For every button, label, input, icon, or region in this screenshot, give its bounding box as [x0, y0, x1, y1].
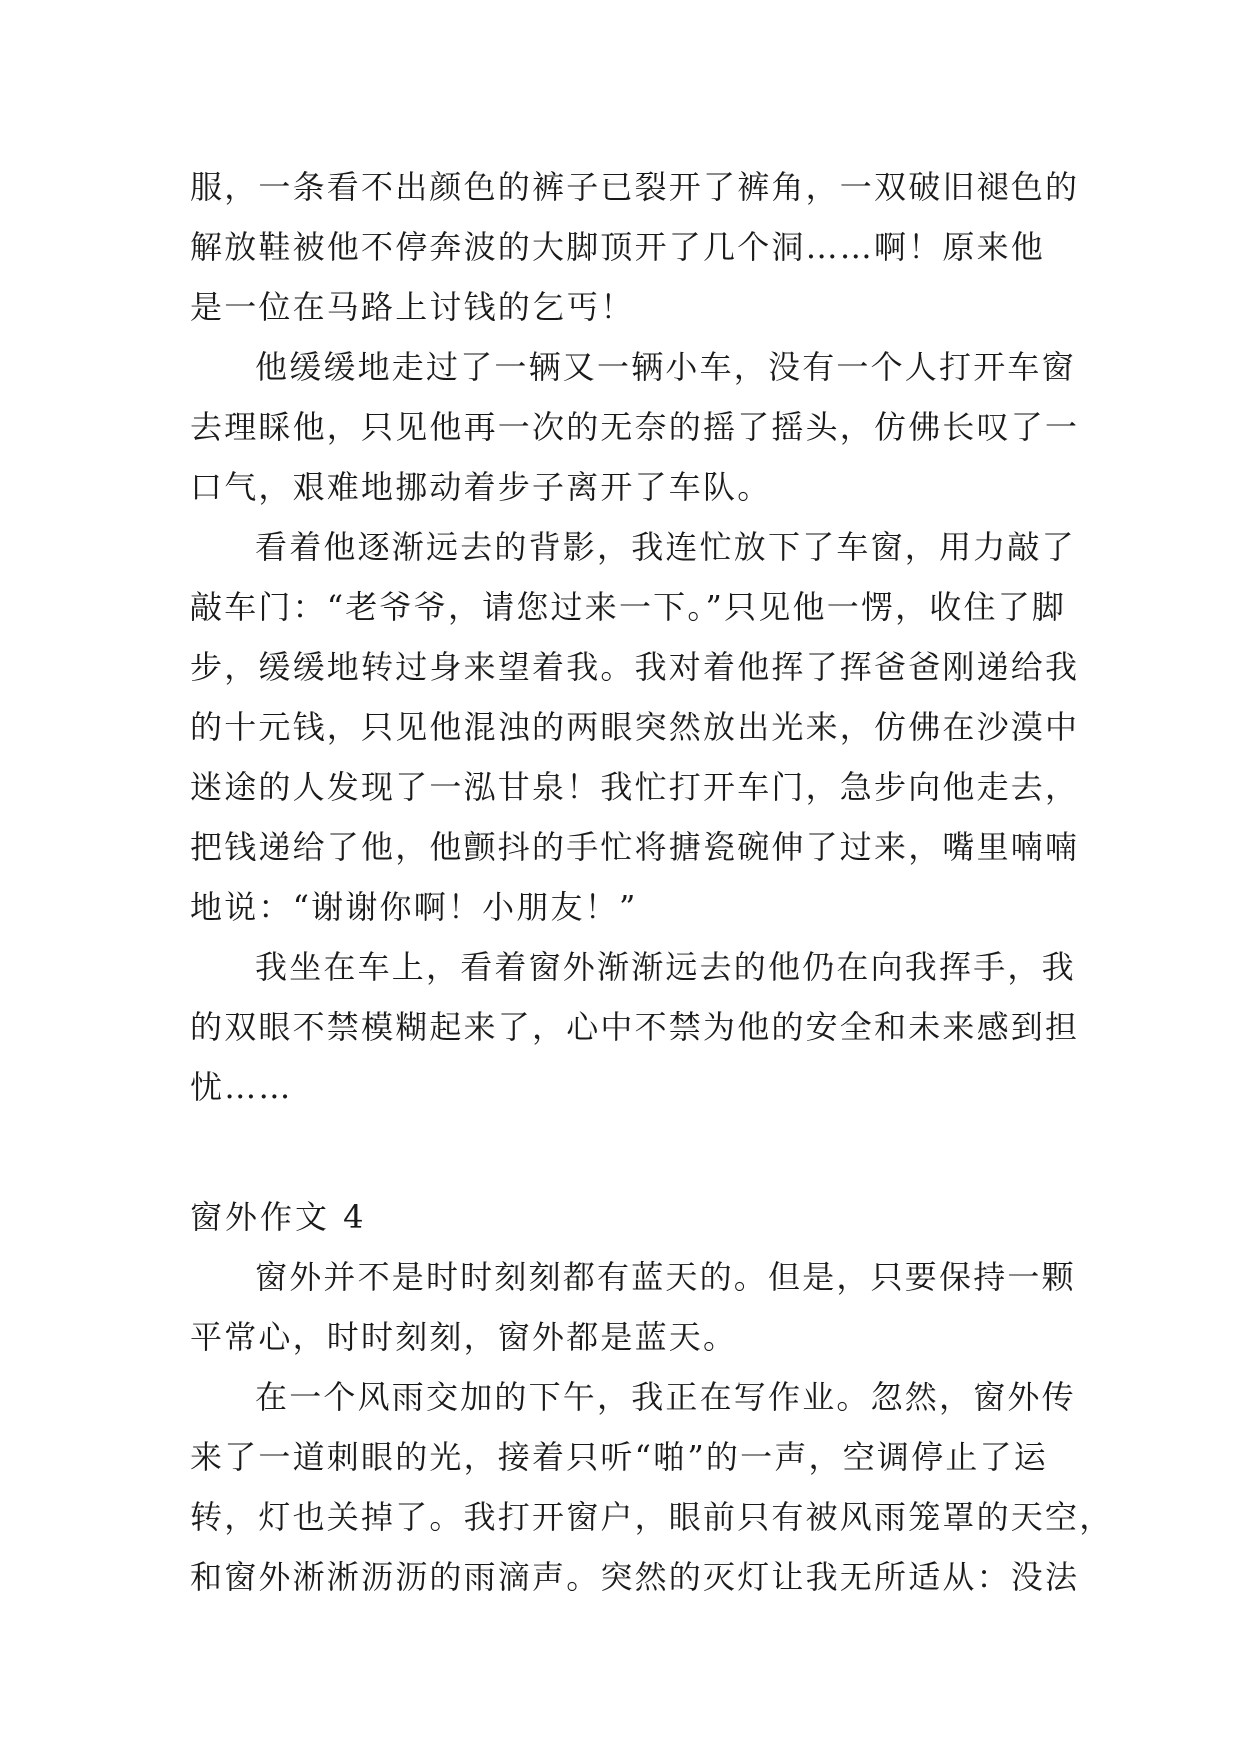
- section-gap: [190, 1117, 1050, 1187]
- paragraph: [190, 157, 1080, 337]
- text-line: 口气，艰难地挪动着步子离开了车队。: [190, 468, 772, 506]
- text-line: 去理睬他，只见他再一次的无奈的摇了摇头，仿佛长叹了一: [190, 408, 1080, 446]
- paragraph: [190, 1367, 1114, 1607]
- paragraph: [190, 1247, 1076, 1367]
- text-line: 在一个风雨交加的下午，我正在写作业。忽然，窗外传: [255, 1378, 1076, 1416]
- text-line: 服，一条看不出颜色的裤子已裂开了裤角，一双破旧褪色的: [190, 168, 1080, 206]
- text-line: 解放鞋被他不停奔波的大脚顶开了几个洞……啊！原来他: [190, 228, 1046, 266]
- text-line: 迷途的人发现了一泓甘泉！我忙打开车门，急步向他走去，: [190, 768, 1080, 806]
- paragraph: [190, 517, 1080, 937]
- section-title: 窗外作文 4: [190, 1198, 367, 1236]
- paragraph: [190, 337, 1080, 517]
- text-line: 的十元钱，只见他混浊的两眼突然放出光来，仿佛在沙漠中: [190, 708, 1080, 746]
- text-line: 窗外并不是时时刻刻都有蓝天的。但是，只要保持一颗: [255, 1258, 1076, 1296]
- text-line: 忧……: [190, 1068, 293, 1106]
- text-line: 地说：“谢谢你啊！小朋友！”: [190, 888, 638, 926]
- text-line: 来了一道刺眼的光，接着只听“啪”的一声，空调停止了运: [190, 1438, 1048, 1476]
- text-line: 平常心，时时刻刻，窗外都是蓝天。: [190, 1318, 738, 1356]
- text-line: 转，灯也关掉了。我打开窗户，眼前只有被风雨笼罩的天空，: [190, 1498, 1114, 1536]
- text-line: 和窗外淅淅沥沥的雨滴声。突然的灭灯让我无所适从：没法: [190, 1558, 1080, 1596]
- text-line: 是一位在马路上讨钱的乞丐！: [190, 288, 635, 326]
- text-line: 他缓缓地走过了一辆又一辆小车，没有一个人打开车窗: [255, 348, 1076, 386]
- text-line: 的双眼不禁模糊起来了，心中不禁为他的安全和未来感到担: [190, 1008, 1080, 1046]
- text-line: 把钱递给了他，他颤抖的手忙将搪瓷碗伸了过来，嘴里喃喃: [190, 828, 1080, 866]
- text-line: 敲车门：“老爷爷，请您过来一下。”只见他一愣，收住了脚: [190, 588, 1067, 626]
- text-line: 步，缓缓地转过身来望着我。我对着他挥了挥爸爸刚递给我: [190, 648, 1080, 686]
- text-line: 看着他逐渐远去的背影，我连忙放下了车窗，用力敲了: [255, 528, 1076, 566]
- text-line: 我坐在车上，看着窗外渐渐远去的他仍在向我挥手，我: [255, 948, 1076, 986]
- paragraph: [190, 937, 1080, 1117]
- document-body: [190, 157, 1114, 1607]
